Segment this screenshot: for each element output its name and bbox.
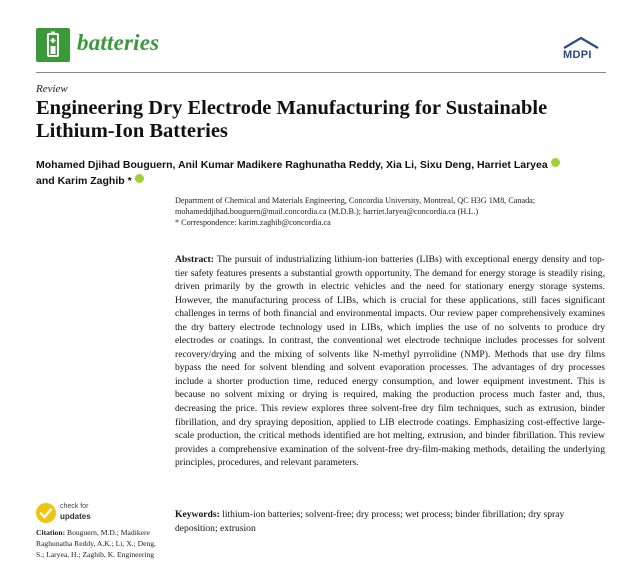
check-updates-line-1: check for bbox=[60, 503, 89, 510]
keywords-label: Keywords: bbox=[175, 509, 220, 520]
affiliation-emails: mohameddjihad.bouguern@mail.concordia.ca (M.D.B.); harriet.laryea@concordia.ca (H.L.) bbox=[175, 207, 479, 216]
publisher-name: MDPI bbox=[563, 49, 592, 61]
journal-name: batteries bbox=[77, 30, 160, 55]
correspondence: * Correspondence: karim.zaghib@concordia.ca bbox=[175, 218, 331, 227]
orcid-icon[interactable] bbox=[551, 158, 560, 167]
check-updates-line-2: updates bbox=[60, 512, 91, 521]
header-divider bbox=[36, 72, 606, 73]
check-updates-icon bbox=[36, 503, 56, 523]
affiliation-line: Department of Chemical and Materials Engineering, Concordia University, Montreal, QC H3G 1M8, Canada; bbox=[175, 196, 536, 205]
check-for-updates-button[interactable] bbox=[36, 503, 116, 525]
citation-text: Bouguern, M.D.; Madikere Raghunatha Reddy, A.K.; Li, X.; Deng, S.; Laryea, H.; Zaghib, K. Engineering bbox=[36, 528, 156, 560]
article-type: Review bbox=[36, 83, 68, 95]
article-title: Engineering Dry Electrode Manufacturing for Sustainable Lithium-Ion Batteries bbox=[36, 97, 548, 142]
author-list bbox=[36, 157, 596, 189]
keywords-text: lithium-ion batteries; solvent-free; dry process; wet process; binder fibrillation; dry spray deposition; extrusion bbox=[175, 509, 565, 534]
affiliation bbox=[175, 195, 615, 228]
abstract-label: Abstract: bbox=[175, 254, 214, 265]
authors-line-2: and Karim Zaghib * bbox=[36, 175, 132, 187]
abstract bbox=[175, 253, 605, 470]
citation bbox=[36, 527, 166, 561]
orcid-icon[interactable] bbox=[135, 174, 144, 183]
battery-icon bbox=[36, 28, 70, 62]
citation-label: Citation: bbox=[36, 528, 66, 537]
abstract-text: The pursuit of industrializing lithium-ion batteries (LIBs) with exceptional energy density and top-tier safety features presents a substantial growth opportunity. The demand for energy storage is steadily rising, driven primarily by the growth in electric vehicles and the need for stationary energy storage systems. However, the manufacturing process of LIBs, which is crucial for these applications, still faces significant challenges in terms of both financial and environmental impacts. Our review paper comprehensively examines the dry battery electrode technology used in LIBs, which implies the use of no solvents to produce dry electrodes or coatings. In contrast, the conventional wet electrode technique includes processes for solvent recovery/drying and the mixing of solvents like N-methyl pyrrolidine (NMP). Methods that use dry films bypass the need for solvent blending and solvent evaporation processes. The advantages of dry processes include a shorter production time, reduced energy consumption, and lower equipment investment. This is because no solvent mixing or drying is required, making the production process much faster and, thus, decreasing the price. This review explores three solvent-free dry film techniques, such as extrusion, binder fibrillation, and dry spraying deposition, applied to LIB electrode coatings. Emphasizing cost-effective large-scale production, the critical methods identified are hot melting, extrusion, and binder fibrillation. This review provides a comprehensive examination of the solvent-free dry-film-making methods, detailing the underlying principles, procedures, and relevant parameters. bbox=[175, 254, 605, 469]
authors-line-1: Mohamed Djihad Bouguern, Anil Kumar Madikere Raghunatha Reddy, Xia Li, Sixu Deng, Harriet Laryea bbox=[36, 159, 548, 171]
keywords bbox=[175, 508, 605, 535]
